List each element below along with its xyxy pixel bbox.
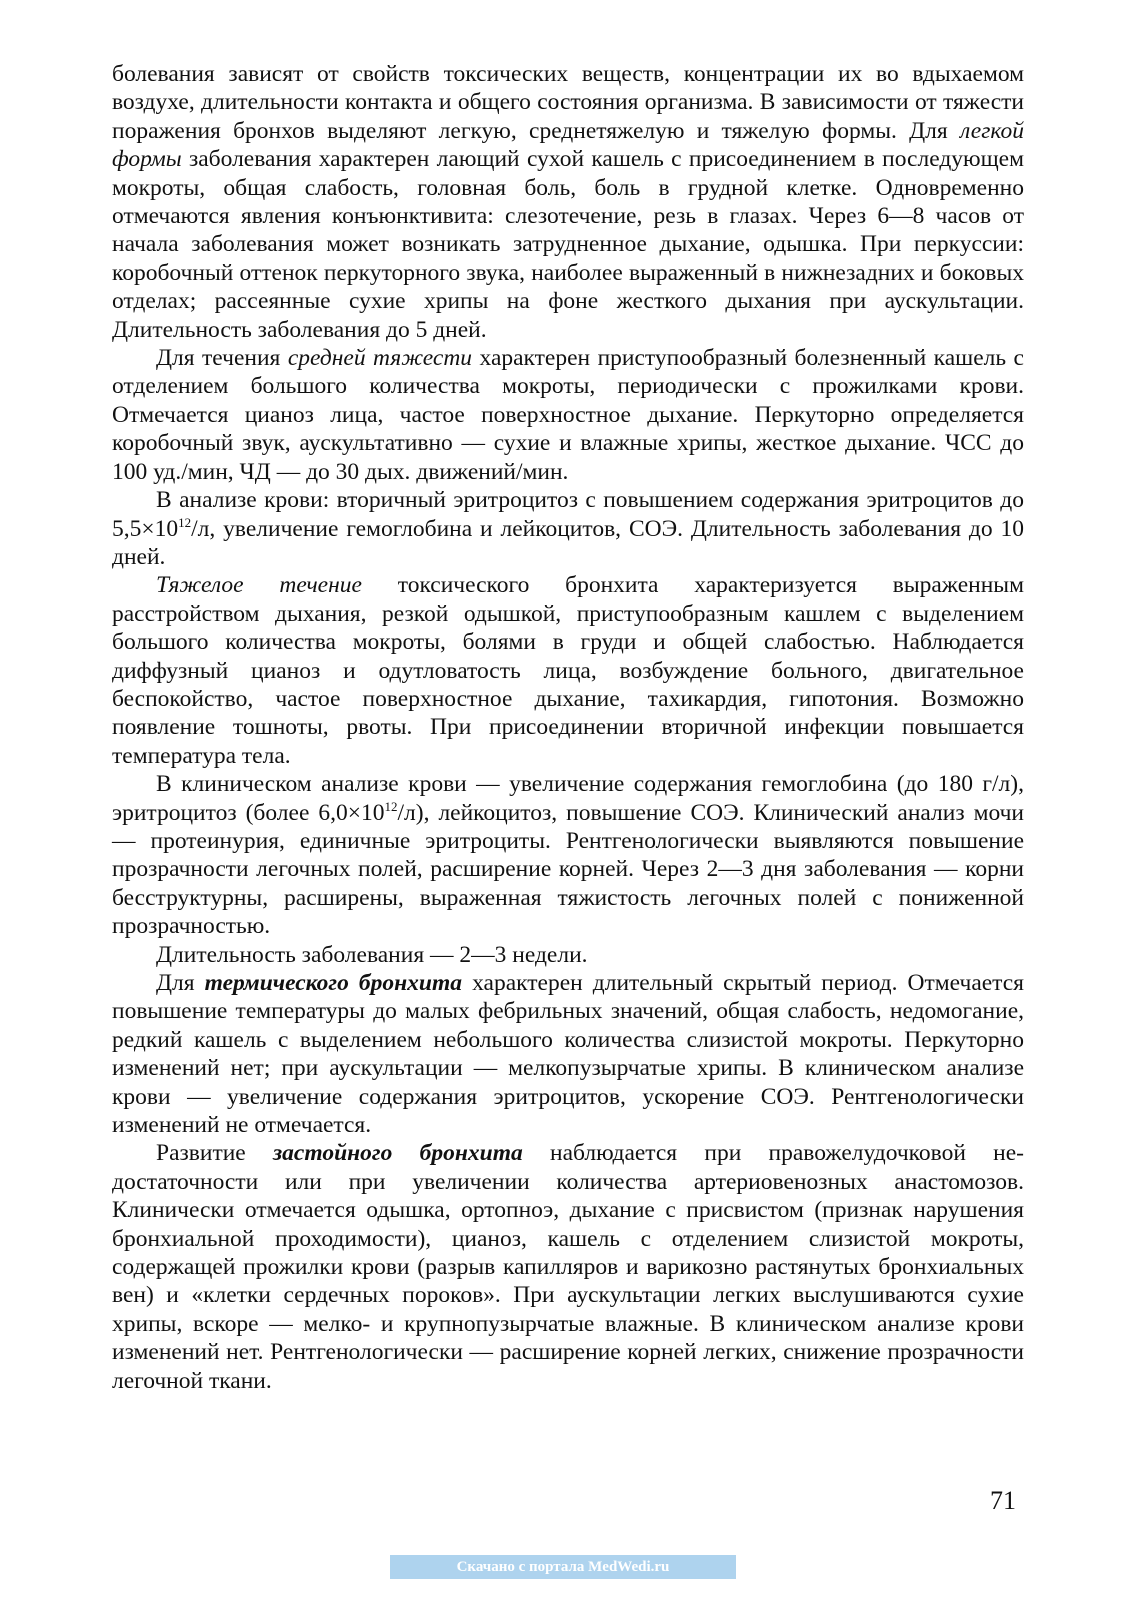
text-run: В клиническом анализе крови — увеличение содержания гемоглобина (до 180 г/л), эритроцитоз (более 6,0×10 xyxy=(112,771,1024,826)
text-run: характерен длительный скрытый период. Отмечается повышение температуры до малых фебрильных значений, общая слабость, недомогание, редкий кашель с выделением небольшого количества слизистой мокроты. Перкуторно изменений нет; при аускультации — мелкопузырчатые хрипы. В клиническом анализе крови — увеличение содержания эритроцитов, ускорение СОЭ. Рентгенологически изменений не отмечается. xyxy=(112,970,1024,1139)
paragraph xyxy=(112,571,1024,770)
text-run: /л), лейкоцитоз, повышение СОЭ. Клинический анализ мочи — протеинурия, единичные эритроциты. Рентгенологически выявляются повышение прозрачности легочных полей, расширение корней. Через 2—3 дня заболевания — корни бесструктурны, расширены, выраженная тяжистость легочных полей с пониженной прозрачностью. xyxy=(112,799,1025,940)
text-run: характерен приступообразный болезненный кашель с отделением большого количества мокроты, периодически с прожилками крови. Отмечается цианоз лица, частое поверхностное дыхание. Перкуторно определяется коробочный звук, аускультативно — сухие и влажные хрипы, жесткое дыхание. ЧСС до 100 уд./мин, ЧД — до 30 дых. движений/мин. xyxy=(112,345,1024,485)
paragraph xyxy=(112,770,1024,940)
text-run: Развитие xyxy=(156,1140,273,1167)
text-run: болевания зависят от свойств токсических веществ, концентрации их во вдыхаемом воздухе, длительности контакта и общего состояния организма. В зависимости от тяжести поражения бронхов выделяют легкую, среднетяжелую и тяжелую формы. Для xyxy=(112,61,1024,144)
text-run: заболевания характерен лающий сухой кашель с присоединением в последующем мокроты, общая слабость, головная боль, боль в грудной клетке. Одновременно отмечаются явления конъюнктивита: слезотечение, резь в глазах. Через 6—8 часов от начала заболевания может возникать затрудненное дыхание, одышка. При перкуссии: коробочный оттенок перкуторного звука, наиболее выраженный в нижнезадних и боковых отделах; рассеянные сухие хрипы на фоне жесткого дыхания при аускультации. Длительность заболевания до 5 дней. xyxy=(112,146,1024,343)
text-run: наблюдается при правожелудочковой недостаточности или при увеличении количества артериовенозных анастомозов. Клинически отмечается одышка, ортопноэ, дыхание с присвистом (признак нарушения бронхиальной проходимости), цианоз, кашель с отделением слизистой мокроты, содержащей прожилки крови (разрыв капилляров и варикозно растянутых бронхиальных вен) и «клетки сердечных пороков». При аускультации легких выслушиваются сухие хрипы, вскоре — мелко- и крупнопузырчатые влажные. В клиническом анализе крови изменений нет. Рентгенологически — расширение корней легких, снижение прозрачности легочной ткани. xyxy=(112,1140,1024,1394)
page-number: 71 xyxy=(990,1486,1016,1515)
italic-term: легкой формы xyxy=(112,117,1024,173)
text-run: В анализе крови: вторичный эритроцитоз с повышением содержания эритроцитов до 5,5×10 xyxy=(112,487,1024,542)
text-run: Длительность заболевания — 2—3 недели. xyxy=(156,941,588,968)
bold-italic-term: термического бронхита xyxy=(204,970,463,996)
text-run: Для течения xyxy=(156,345,288,372)
paragraph xyxy=(112,941,1024,969)
bold-italic-term: застойного бронхита xyxy=(273,1140,523,1167)
text-run: токсического бронхита характеризуется выраженным расстройством дыхания, резкой одышкой, приступообразным кашлем с выделением большого количества мокроты, болями в груди и общей слабостью. Наблюдается диффузный цианоз и одутловатость лица, возбуждение больного, двигательное беспокойство, частое поверхностное дыхание, тахикардия, гипотония. Возможно появление тошноты, рвоты. При присоединении вторичной инфекции повышается температура тела. xyxy=(112,572,1024,769)
italic-term: средней тяжести xyxy=(287,345,473,372)
paragraph xyxy=(112,1139,1024,1395)
paragraph xyxy=(112,486,1024,571)
page-body xyxy=(112,60,1024,1395)
italic-term: Тяжелое течение xyxy=(156,572,362,599)
exponent: 12 xyxy=(384,798,398,814)
paragraph xyxy=(112,60,1024,344)
paragraph xyxy=(112,969,1024,1139)
text-run: Для xyxy=(156,970,205,996)
exponent: 12 xyxy=(178,514,192,530)
watermark-link[interactable]: Скачано с портала MedWedi.ru xyxy=(390,1555,736,1579)
paragraph xyxy=(112,344,1024,486)
text-run: /л, увеличение гемоглобина и лейкоцитов, СОЭ. Длительность заболевания до 10 дней. xyxy=(112,515,1024,570)
